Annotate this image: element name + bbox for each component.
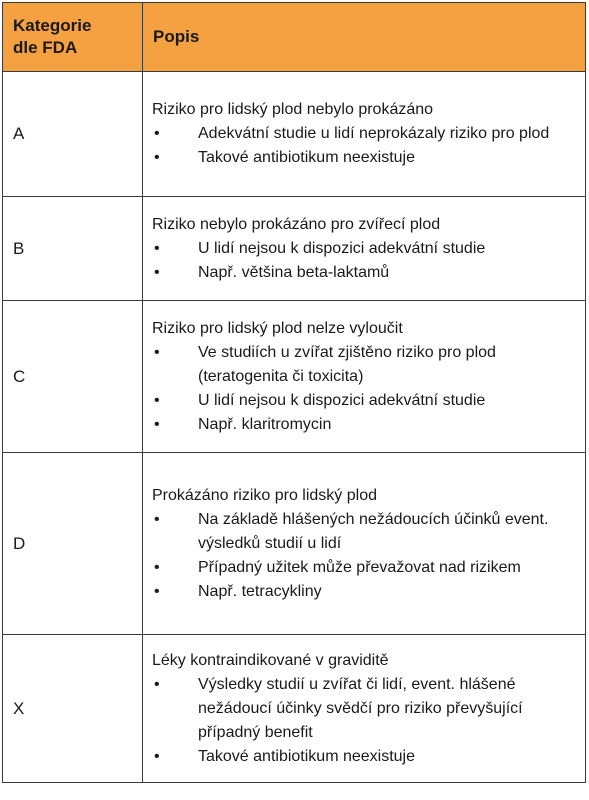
bullet-icon: • (154, 510, 160, 528)
bullet-icon: • (154, 239, 160, 257)
bullet-icon: • (154, 675, 160, 693)
list-item (152, 745, 575, 769)
row-lead-text: Prokázáno riziko pro lidský plod (152, 486, 377, 504)
list-item-text: Na základě hlášených nežádoucích účinků event. výsledků studií u lidí (198, 510, 549, 552)
category-cell: A (3, 72, 143, 197)
header-category (3, 3, 143, 72)
list-item (152, 508, 575, 556)
list-item (152, 556, 575, 580)
list-item (152, 413, 575, 437)
list-item (152, 389, 575, 413)
bullet-icon: • (154, 747, 160, 765)
bullet-icon: • (154, 582, 160, 600)
table-header-row (3, 3, 586, 72)
row-lead-text: Riziko nebylo prokázáno pro zvířecí plod (152, 215, 441, 233)
table-row (3, 635, 586, 783)
table-row (3, 72, 586, 197)
bullet-icon: • (154, 558, 160, 576)
list-item-text: Např. tetracykliny (198, 582, 322, 600)
fda-category-table (2, 2, 586, 783)
list-item (152, 146, 575, 170)
bullet-list (152, 673, 575, 769)
bullet-icon: • (154, 343, 160, 361)
list-item-text: Případný užitek může převažovat nad rizikem (198, 558, 521, 576)
table-row (3, 197, 586, 301)
list-item-text: Výsledky studií u zvířat či lidí, event. hlášené nežádoucí účinky svědčí pro riziko převyšující případný benefit (198, 675, 523, 741)
category-cell: C (3, 301, 143, 453)
table-row (3, 453, 586, 635)
description-cell (143, 453, 586, 635)
list-item (152, 341, 575, 389)
list-item-text: Takové antibiotikum neexistuje (198, 747, 416, 765)
bullet-icon: • (154, 415, 160, 433)
row-lead-text: Léky kontraindikované v graviditě (152, 651, 389, 669)
header-category-line: Kategorie (13, 16, 92, 35)
list-item-text: Např. klaritromycin (198, 415, 332, 433)
bullet-icon: • (154, 149, 160, 166)
list-item-text: U lidí nejsou k dispozici adekvátní studie (198, 391, 486, 409)
bullet-list (152, 508, 575, 604)
bullet-icon: • (154, 263, 160, 281)
row-lead-text: Riziko pro lidský plod nebylo prokázáno (152, 101, 434, 118)
list-item (152, 122, 575, 146)
list-item-text: U lidí nejsou k dispozici adekvátní studie (198, 239, 486, 257)
list-item-text: Např. většina beta-laktamů (198, 263, 390, 281)
bullet-icon: • (154, 391, 160, 409)
list-item (152, 261, 575, 285)
fda-category-table-container (2, 2, 585, 783)
list-item (152, 237, 575, 261)
description-cell (143, 197, 586, 301)
category-cell: D (3, 453, 143, 635)
bullet-list (152, 122, 575, 170)
bullet-icon: • (154, 125, 160, 142)
list-item (152, 580, 575, 604)
table-row (3, 301, 586, 453)
description-cell (143, 635, 586, 783)
description-cell (143, 301, 586, 453)
row-lead-text: Riziko pro lidský plod nelze vyloučit (152, 319, 403, 337)
category-cell: B (3, 197, 143, 301)
description-cell (143, 72, 586, 197)
bullet-list (152, 341, 575, 437)
list-item (152, 673, 575, 745)
header-description: Popis (143, 3, 586, 72)
list-item-text: Adekvátní studie u lidí neprokázaly riziko pro plod (198, 125, 550, 142)
category-cell: X (3, 635, 143, 783)
bullet-list (152, 237, 575, 285)
header-category-line: dle FDA (13, 38, 78, 57)
list-item-text: Takové antibiotikum neexistuje (198, 149, 416, 166)
list-item-text: Ve studiích u zvířat zjištěno riziko pro plod (teratogenita či toxicita) (198, 343, 496, 385)
